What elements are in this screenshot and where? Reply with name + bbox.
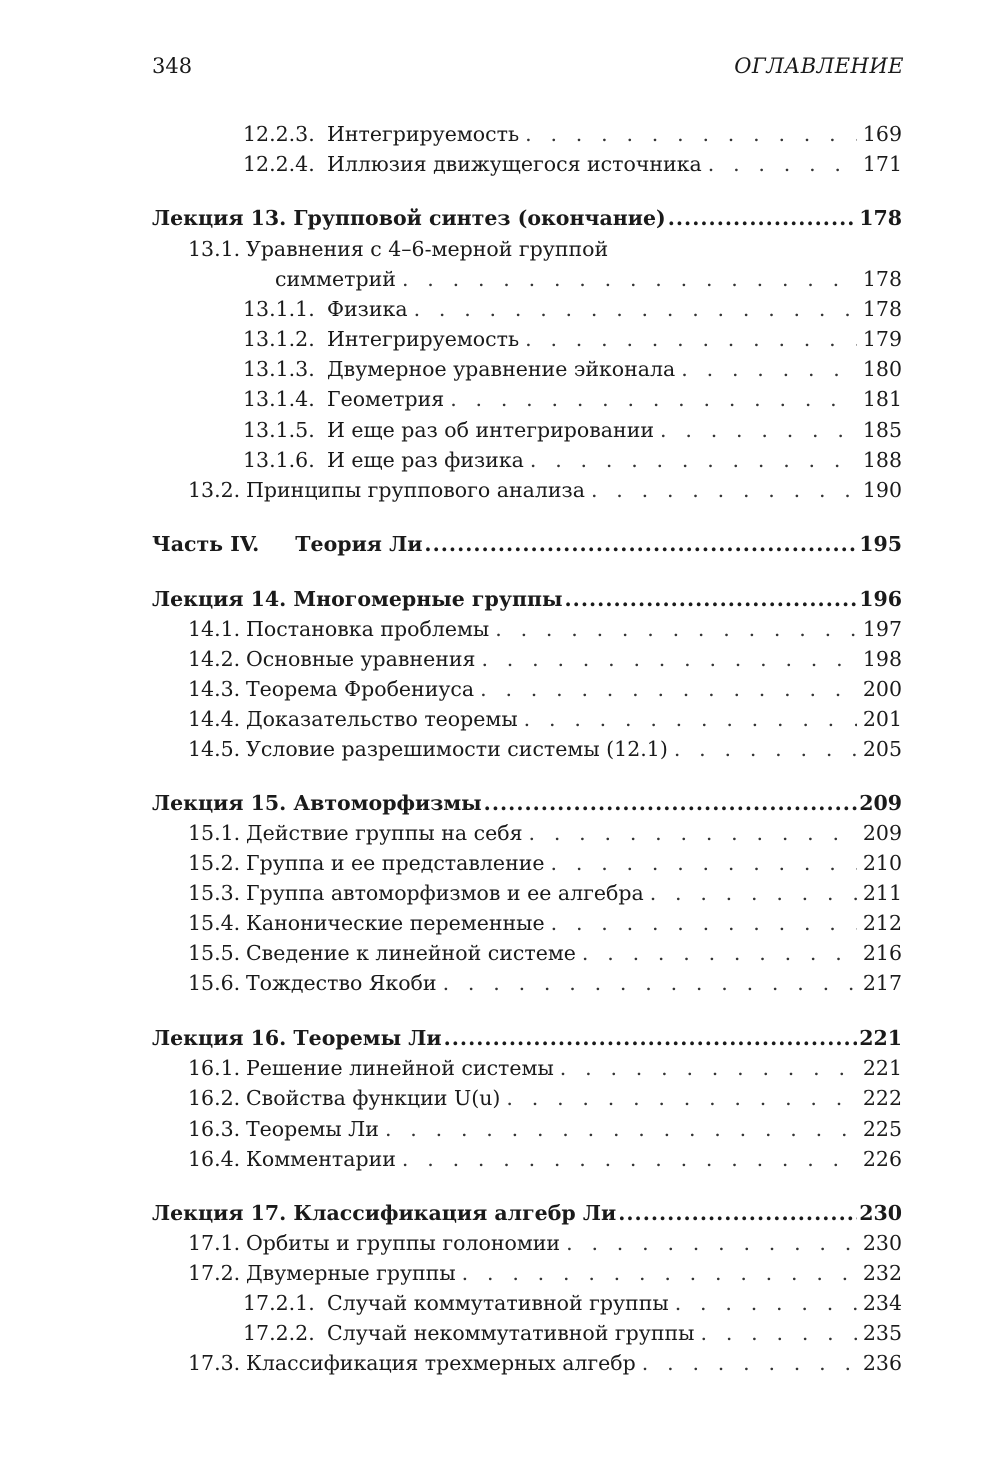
- toc-entry-page: 222: [862, 1086, 902, 1110]
- toc-entry[interactable]: [243, 357, 902, 385]
- toc-entry-page: 221: [859, 1026, 902, 1050]
- toc-entry[interactable]: [243, 297, 902, 325]
- dot-leader: [675, 1291, 857, 1315]
- toc-entry-page: 226: [862, 1147, 902, 1171]
- toc-entry[interactable]: [188, 1261, 902, 1289]
- toc-lecture-entry[interactable]: [152, 587, 902, 615]
- dot-leader: [506, 1086, 856, 1110]
- dot-leader: [681, 357, 857, 381]
- dot-leader: [668, 206, 857, 230]
- toc-entry[interactable]: [188, 1231, 902, 1259]
- toc-entry[interactable]: [188, 941, 902, 969]
- dot-leader: [484, 791, 858, 815]
- dot-leader: [443, 971, 857, 995]
- toc-entry-title: Тождество Якоби: [246, 971, 437, 995]
- dot-leader: [560, 1056, 857, 1080]
- toc-entry-page: 232: [862, 1261, 902, 1285]
- toc-entry[interactable]: [188, 647, 902, 675]
- toc-entry-page: 180: [862, 357, 902, 381]
- dot-leader: [402, 267, 857, 291]
- toc-entry-page: 217: [862, 971, 902, 995]
- dot-leader: [650, 881, 857, 905]
- toc-entry[interactable]: [188, 911, 902, 939]
- dot-leader: [530, 448, 857, 472]
- toc-lecture-entry[interactable]: [152, 1201, 902, 1229]
- dot-leader: [701, 1321, 857, 1345]
- toc-entry-number: 12.2.4.: [243, 152, 315, 176]
- toc-entry-number: 13.1.1.: [243, 297, 315, 321]
- dot-leader: [414, 297, 857, 321]
- toc-entry-title: Свойства функции U(u): [246, 1086, 501, 1110]
- toc-entry-page: 178: [862, 267, 902, 291]
- dot-leader: [708, 152, 857, 176]
- toc-entry-page: 236: [862, 1351, 902, 1375]
- toc-entry-number: 15.3.: [188, 881, 241, 905]
- toc-entry-number: 15.5.: [188, 941, 241, 965]
- toc-entry-number: 16.3.: [188, 1117, 241, 1141]
- toc-entry[interactable]: [188, 1056, 902, 1084]
- toc-entry-page: 230: [859, 1201, 902, 1225]
- toc-lecture-title: Лекция 15. Автоморфизмы: [152, 791, 482, 815]
- toc-entry-number: 16.4.: [188, 1147, 241, 1171]
- toc-entry-page: 209: [862, 821, 902, 845]
- toc-entry-title: Принципы группового анализа: [246, 478, 585, 502]
- toc-entry-title: Действие группы на себя: [246, 821, 523, 845]
- toc-entry-title: Основные уравнения: [246, 647, 476, 671]
- toc-entry[interactable]: [188, 478, 902, 506]
- toc-entry-number: 13.1.: [188, 237, 241, 261]
- toc-entry[interactable]: [243, 448, 902, 476]
- toc-entry-number: 12.2.3.: [243, 122, 315, 146]
- dot-leader: [551, 911, 857, 935]
- dot-leader: [481, 647, 856, 671]
- toc-entry-page: 201: [862, 707, 902, 731]
- toc-entry[interactable]: [188, 237, 902, 265]
- toc-lecture-entry[interactable]: [152, 206, 902, 234]
- toc-entry-page: 188: [862, 448, 902, 472]
- toc-entry-title: И еще раз физика: [327, 448, 524, 472]
- toc-entry[interactable]: [188, 851, 902, 879]
- toc-entry-title: Случай некоммутативной группы: [327, 1321, 695, 1345]
- toc-entry[interactable]: [188, 821, 902, 849]
- toc-entry-title: И еще раз об интегрировании: [327, 418, 655, 442]
- dot-leader: [529, 821, 857, 845]
- toc-entry-title: Физика: [327, 297, 408, 321]
- dot-leader: [444, 1026, 858, 1050]
- dot-leader: [551, 851, 857, 875]
- toc-entry[interactable]: [188, 1086, 902, 1114]
- toc-part-number: Часть IV.: [152, 532, 260, 556]
- toc-part-entry[interactable]: [152, 532, 902, 560]
- dot-leader: [525, 122, 857, 146]
- toc-entry-number: 15.6.: [188, 971, 241, 995]
- toc-entry-page: 210: [862, 851, 902, 875]
- toc-entry-title: симметрий: [275, 267, 396, 291]
- toc-entry-number: 13.1.3.: [243, 357, 315, 381]
- toc-entry-page: 179: [862, 327, 902, 351]
- toc-entry-page: 197: [862, 617, 902, 641]
- toc-entry[interactable]: [188, 737, 902, 765]
- toc-entry-title: Интегрируемость: [327, 122, 520, 146]
- toc-entry-number: 16.2.: [188, 1086, 241, 1110]
- toc-entry[interactable]: [243, 122, 902, 150]
- dot-leader: [402, 1147, 857, 1171]
- dot-leader: [642, 1351, 857, 1375]
- toc-entry[interactable]: [188, 617, 902, 645]
- toc-entry-number: 13.2.: [188, 478, 241, 502]
- toc-lecture-entry[interactable]: [152, 791, 902, 819]
- dot-leader: [424, 532, 857, 556]
- toc-entry-page: 212: [862, 911, 902, 935]
- toc-entry-number: 15.4.: [188, 911, 241, 935]
- toc-entry[interactable]: [188, 707, 902, 735]
- toc-entry-title: Орбиты и группы голономии: [246, 1231, 561, 1255]
- toc-entry-page: 225: [862, 1117, 902, 1141]
- toc-entry-number: 17.3.: [188, 1351, 241, 1375]
- dot-leader: [480, 677, 857, 701]
- toc-entry-title: Сведение к линейной системе: [246, 941, 576, 965]
- toc-entry-title: Классификация трехмерных алгебр: [246, 1351, 636, 1375]
- toc-entry[interactable]: [243, 1321, 902, 1349]
- toc-entry[interactable]: [243, 152, 902, 180]
- toc-entry-number: 13.1.5.: [243, 418, 315, 442]
- toc-entry-number: 14.2.: [188, 647, 241, 671]
- toc-entry-page: 196: [859, 587, 902, 611]
- dot-leader: [618, 1201, 857, 1225]
- toc-entry-page: 198: [862, 647, 902, 671]
- toc-entry[interactable]: [188, 677, 902, 705]
- toc-entry-number: 17.2.1.: [243, 1291, 315, 1315]
- toc-lecture-title: Лекция 17. Классификация алгебр Ли: [152, 1201, 617, 1225]
- toc-entry-title: Интегрируемость: [327, 327, 520, 351]
- toc-entry-number: 17.1.: [188, 1231, 241, 1255]
- toc-entry-number: 15.1.: [188, 821, 241, 845]
- toc-entry[interactable]: [243, 387, 902, 415]
- toc-entry-title: Уравнения с 4–6-мерной группой: [246, 237, 609, 261]
- toc-entry-title: Иллюзия движущегося источника: [327, 152, 702, 176]
- toc-entry-page: 178: [862, 297, 902, 321]
- toc-entry-number: 16.1.: [188, 1056, 241, 1080]
- toc-entry-title: Канонические переменные: [246, 911, 545, 935]
- toc-entry-title: Теорема Фробениуса: [246, 677, 475, 701]
- dot-leader: [462, 1261, 857, 1285]
- toc-entry-number: 13.1.4.: [243, 387, 315, 411]
- dot-leader: [566, 1231, 857, 1255]
- toc-part-title: Теория Ли: [295, 532, 423, 556]
- toc-entry[interactable]: [188, 881, 902, 909]
- toc-entry-page: 200: [862, 677, 902, 701]
- toc-entry-page: 181: [862, 387, 902, 411]
- dot-leader: [450, 387, 857, 411]
- toc-entry-page: 169: [862, 122, 902, 146]
- toc-entry-title: Группа автоморфизмов и ее алгебра: [246, 881, 644, 905]
- toc-entry-title: Группа и ее представление: [246, 851, 545, 875]
- toc-entry-number: 14.4.: [188, 707, 241, 731]
- toc-entry-number: 14.1.: [188, 617, 241, 641]
- toc-lecture-title: Лекция 16. Теоремы Ли: [152, 1026, 442, 1050]
- toc-lecture-title: Лекция 14. Многомерные группы: [152, 587, 563, 611]
- toc-entry-title: Случай коммутативной группы: [327, 1291, 669, 1315]
- toc-entry-title: Условие разрешимости системы (12.1): [246, 737, 668, 761]
- toc-entry-page: 171: [862, 152, 902, 176]
- dot-leader: [495, 617, 857, 641]
- toc-entry-continuation[interactable]: [275, 267, 902, 295]
- dot-leader: [565, 587, 858, 611]
- toc-entry-title: Теоремы Ли: [246, 1117, 379, 1141]
- toc-lecture-entry[interactable]: [152, 1026, 902, 1054]
- toc-entry-title: Постановка проблемы: [246, 617, 490, 641]
- toc-entry-number: 15.2.: [188, 851, 241, 875]
- toc-entry-title: Решение линейной системы: [246, 1056, 554, 1080]
- dot-leader: [591, 478, 857, 502]
- dot-leader: [385, 1117, 857, 1141]
- toc-entry-number: 14.5.: [188, 737, 241, 761]
- toc-entry-page: 216: [862, 941, 902, 965]
- toc-entry-page: 211: [862, 881, 902, 905]
- toc-entry-title: Доказательство теоремы: [246, 707, 518, 731]
- toc-entry[interactable]: [243, 327, 902, 355]
- toc-entry-page: 234: [862, 1291, 902, 1315]
- toc-entry-title: Геометрия: [327, 387, 445, 411]
- toc-entry[interactable]: [188, 1147, 902, 1175]
- toc-entry-page: 205: [862, 737, 902, 761]
- dot-leader: [660, 418, 857, 442]
- toc-entry-title: Двумерное уравнение эйконала: [327, 357, 676, 381]
- toc-entry-number: 14.3.: [188, 677, 241, 701]
- toc-entry-page: 185: [862, 418, 902, 442]
- page-number: 348: [152, 54, 193, 78]
- toc-entry-page: 209: [859, 791, 902, 815]
- toc-entry-number: 13.1.2.: [243, 327, 315, 351]
- toc-entry-title: Комментарии: [246, 1147, 396, 1171]
- dot-leader: [582, 941, 857, 965]
- running-title: ОГЛАВЛЕНИЕ: [734, 54, 904, 78]
- toc-entry-page: 178: [859, 206, 902, 230]
- dot-leader: [674, 737, 857, 761]
- toc-lecture-title: Лекция 13. Групповой синтез (окончание): [152, 206, 666, 230]
- toc-entry[interactable]: [243, 1291, 902, 1319]
- toc-entry-title: Двумерные группы: [246, 1261, 456, 1285]
- toc-entry[interactable]: [243, 418, 902, 446]
- dot-leader: [524, 707, 857, 731]
- toc-entry-page: 195: [859, 532, 902, 556]
- dot-leader: [525, 327, 857, 351]
- toc-entry-page: 190: [862, 478, 902, 502]
- toc-entry-page: 230: [862, 1231, 902, 1255]
- toc-entry[interactable]: [188, 971, 902, 999]
- toc-entry-page: 235: [862, 1321, 902, 1345]
- toc-entry-number: 13.1.6.: [243, 448, 315, 472]
- toc-entry-number: 17.2.2.: [243, 1321, 315, 1345]
- toc-entry[interactable]: [188, 1117, 902, 1145]
- toc-entry-page: 221: [862, 1056, 902, 1080]
- toc-entry[interactable]: [188, 1351, 902, 1379]
- toc-entry-number: 17.2.: [188, 1261, 241, 1285]
